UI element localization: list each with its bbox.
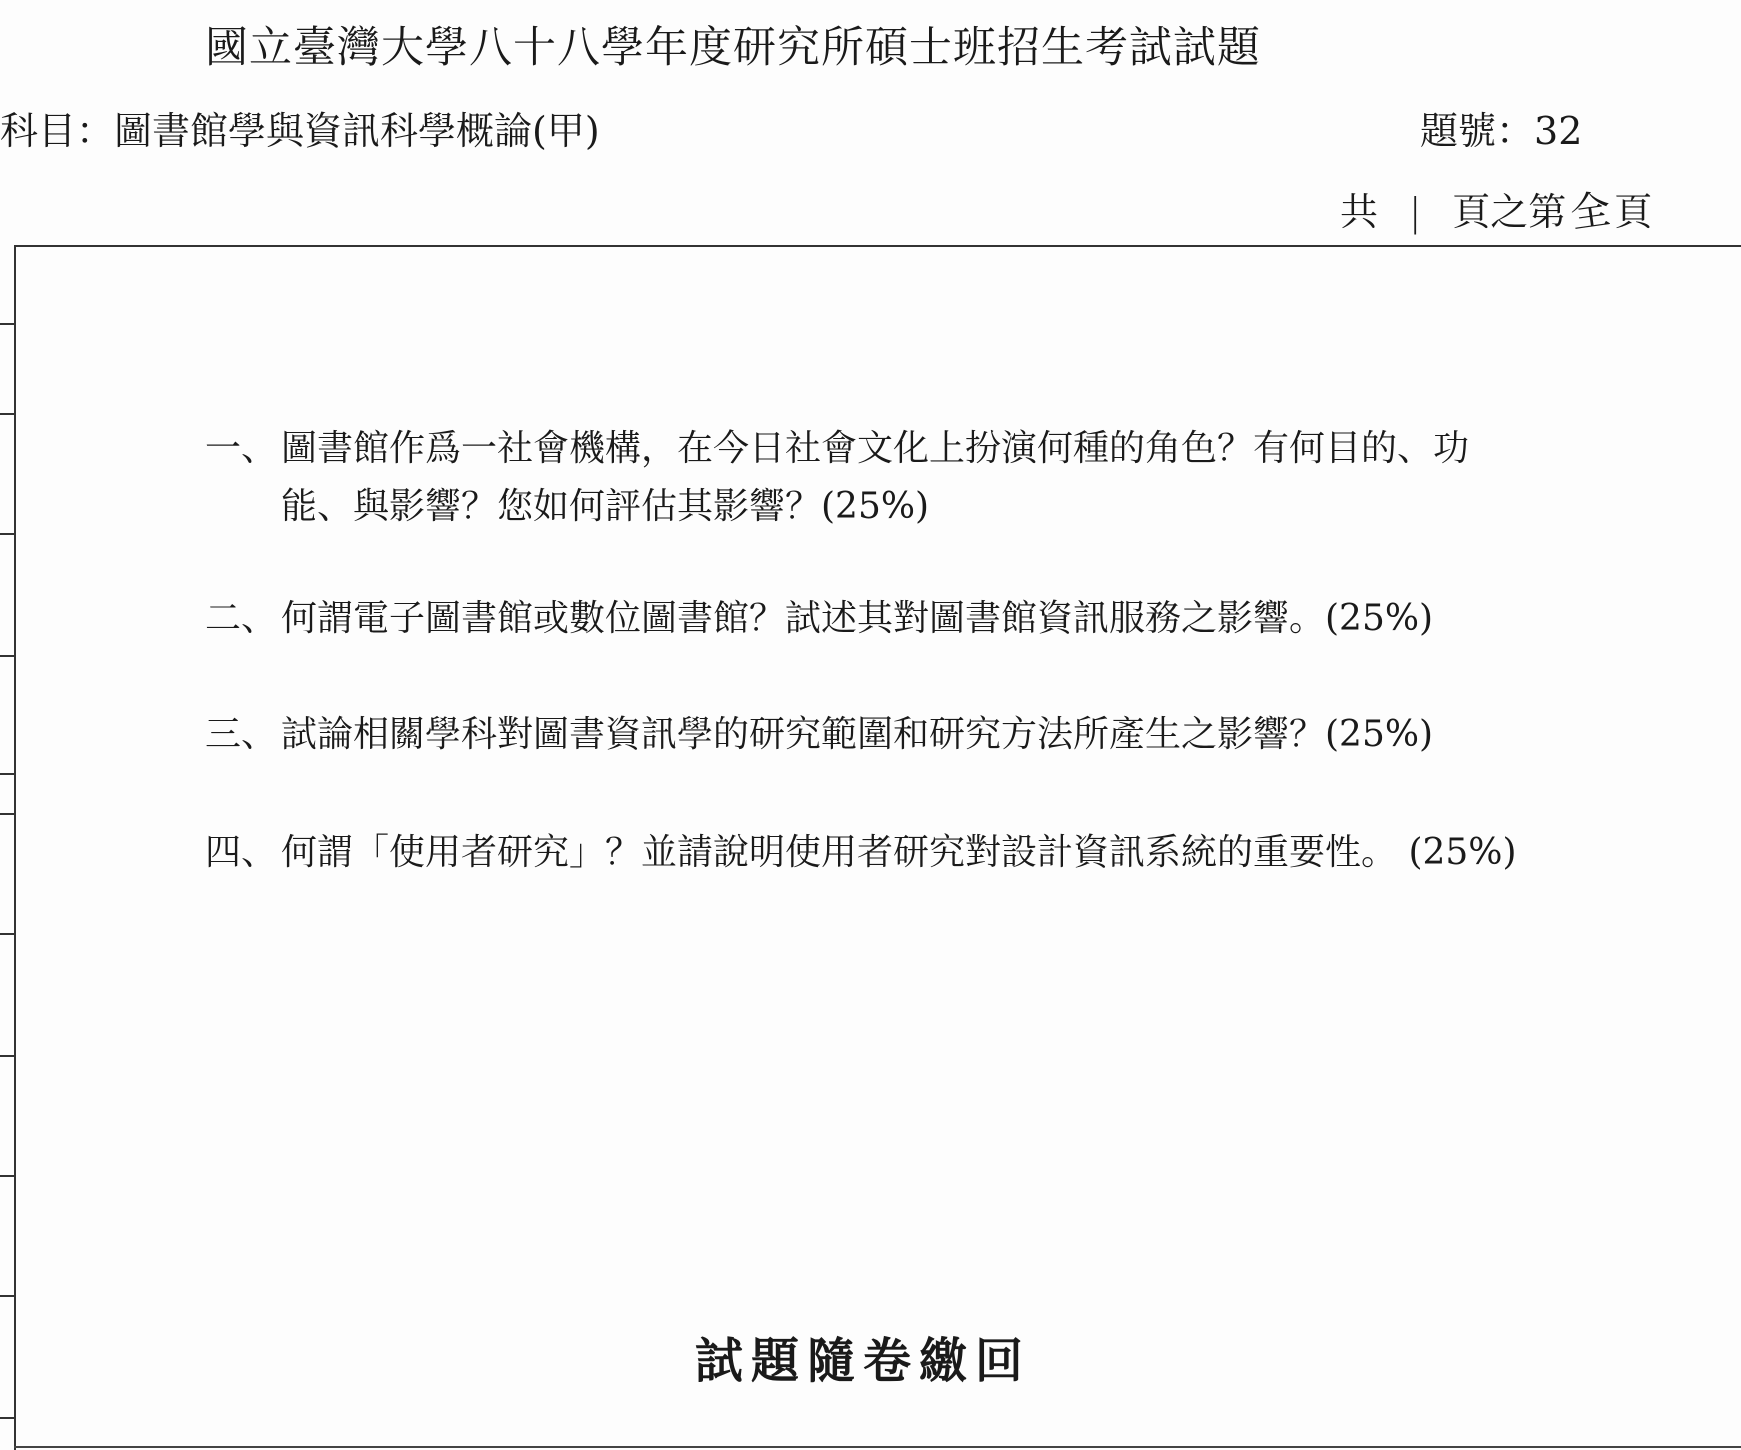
margin-tick: [0, 1417, 14, 1419]
code-value: 32: [1534, 109, 1583, 153]
question-text: 何謂「使用者研究」？並請說明使用者研究對設計資訊系統的重要性。 (25%): [281, 832, 1517, 873]
question-text: 何謂電子圖書館或數位圖書館？試述其對圖書館資訊服務之影響。(25%): [281, 598, 1434, 639]
pages-suffix: 頁: [1614, 190, 1653, 234]
margin-tick: [0, 655, 14, 657]
question-text: 圖書館作爲一社會機構，在今日社會文化上扮演何種的角色？有何目的、功: [281, 428, 1470, 469]
subject-line: [0, 100, 600, 155]
margin-tick: [0, 1295, 14, 1297]
margin-tick: [0, 533, 14, 535]
question-text-continued: 能、與影響？您如何評估其影響？(25%): [281, 486, 930, 527]
subject-name: 圖書館學與資訊科學概論(甲): [114, 109, 600, 153]
pages-total: |: [1408, 190, 1422, 234]
question-3: [205, 706, 1565, 764]
question-number: 三、: [205, 714, 278, 755]
page-count: [1340, 180, 1652, 237]
code-label: 題號：: [1420, 109, 1535, 153]
margin-tick: [0, 1175, 14, 1177]
pages-prefix: 共: [1340, 190, 1379, 234]
frame-bottom-border: [14, 1446, 1741, 1448]
question-1: [205, 420, 1565, 536]
pages-current-handwritten: 全: [1567, 186, 1614, 238]
margin-tick: [0, 323, 14, 325]
question-number: 四、: [205, 832, 278, 873]
margin-tick: [0, 1055, 14, 1057]
subject-label: 科目：: [0, 109, 115, 153]
question-text: 試論相關學科對圖書資訊學的研究範圍和研究方法所產生之影響？(25%): [281, 714, 1434, 755]
margin-tick: [0, 413, 14, 415]
exam-title: 國立臺灣大學八十八學年度研究所碩士班招生考試試題: [205, 23, 1261, 73]
question-code: [1420, 100, 1582, 155]
margin-tick: [0, 773, 14, 775]
margin-tick: [0, 933, 14, 935]
margin-tick: [0, 813, 14, 815]
question-2: [205, 590, 1565, 648]
question-4: [205, 824, 1565, 882]
margin-ticks: [0, 245, 14, 1450]
return-notice-stamp: 試題隨卷繳回: [695, 1333, 1032, 1389]
pages-middle: 頁之第: [1452, 190, 1567, 234]
question-number: 二、: [205, 598, 278, 639]
question-number: 一、: [205, 428, 278, 469]
